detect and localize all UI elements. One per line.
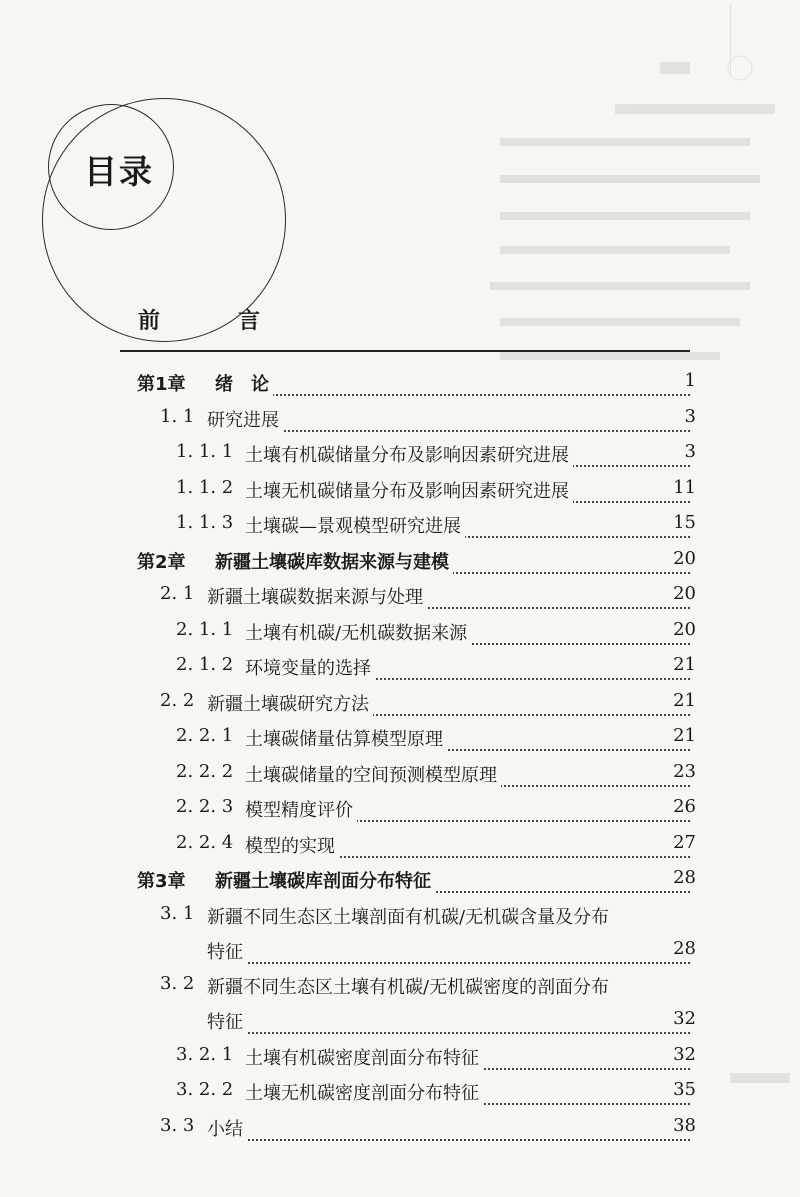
toc-entry[interactable] [0, 973, 800, 1005]
toc-entry-number: 3. 2. 2 [176, 1079, 234, 1100]
toc-entry-page: 15 [669, 512, 696, 533]
toc-entry-number: 第3章 [137, 871, 186, 892]
toc-entry-page: 26 [669, 796, 696, 817]
toc-entry-title: 研究进展 [207, 406, 283, 432]
toc-entry-page: 32 [669, 1044, 696, 1065]
toc-entry[interactable] [0, 903, 800, 935]
toc-entry-number: 第1章 [137, 374, 186, 395]
dot-leader [207, 1030, 690, 1034]
toc-entry-number: 第2章 [137, 551, 186, 573]
toc-entry-continuation[interactable] [0, 938, 800, 970]
toc-entry-number: 1. 1. 2 [176, 476, 234, 498]
toc-entry-title-continued: 特征 [207, 938, 247, 964]
toc-entry-title: 新疆不同生态区土壤有机碳/无机碳密度的剖面分布 [207, 973, 613, 999]
dot-leader [215, 392, 690, 396]
toc-entry-number: 2. 1. 1 [176, 618, 234, 640]
toc-entry-page: 20 [669, 583, 696, 604]
toc-entry[interactable] [0, 619, 800, 651]
toc-entry-number: 1. 1. 1 [176, 441, 234, 462]
toc-entry-page: 3 [681, 441, 696, 462]
toc-entry[interactable] [0, 477, 800, 509]
toc-entry-page: 38 [669, 1115, 696, 1136]
toc-preface: 前 言 [138, 309, 289, 334]
toc-entry-title: 土壤有机碳密度剖面分布特征 [245, 1044, 483, 1070]
dot-leader [207, 1137, 690, 1141]
toc-entry[interactable] [0, 725, 800, 757]
toc-entry-number: 2. 2. 1 [176, 725, 234, 746]
toc-entry-page: 27 [669, 832, 696, 853]
toc-entry[interactable] [0, 867, 800, 899]
toc-entry[interactable] [0, 548, 800, 580]
toc-entry-title-continued: 特征 [207, 1008, 247, 1034]
toc-entry[interactable] [0, 406, 800, 438]
dot-leader [207, 960, 690, 964]
toc-entry-title: 土壤碳储量估算模型原理 [245, 725, 447, 751]
toc-entry-page: 28 [669, 867, 696, 888]
toc-entry-number: 3. 2. 1 [176, 1043, 234, 1065]
toc-entry-title: 土壤碳—景观模型研究进展 [245, 512, 465, 538]
toc-entry-title: 土壤有机碳/无机碳数据来源 [245, 619, 471, 645]
toc-entry-title: 新疆土壤碳数据来源与处理 [207, 583, 427, 609]
toc-entry-number: 1. 1. 3 [176, 512, 234, 533]
toc-entry[interactable] [0, 370, 800, 402]
toc-entry-title: 模型精度评价 [245, 796, 357, 822]
page-title: 目录 [84, 152, 154, 191]
toc-entry-continuation[interactable] [0, 1008, 800, 1040]
toc-entry[interactable] [0, 654, 800, 686]
toc-entry-page: 1 [681, 370, 696, 391]
toc-entry-page: 21 [669, 725, 696, 746]
toc-entry-title: 土壤无机碳密度剖面分布特征 [245, 1079, 483, 1105]
toc-entry-title: 新疆土壤碳库剖面分布特征 [215, 867, 435, 893]
toc-entry[interactable] [0, 1044, 800, 1076]
toc-entry-title: 环境变量的选择 [245, 654, 375, 680]
toc-entry-title: 土壤碳储量的空间预测模型原理 [245, 761, 501, 787]
toc-entry-number: 3. 1 [160, 902, 195, 924]
toc-entry-page: 32 [669, 1008, 696, 1029]
toc-entry-number: 2. 2. 3 [176, 796, 234, 817]
toc-entry-number: 3. 2 [160, 973, 195, 994]
toc-entry-number: 2. 1 [160, 583, 195, 604]
toc-entry-title: 土壤有机碳储量分布及影响因素研究进展 [245, 441, 573, 467]
toc-entry-title: 土壤无机碳储量分布及影响因素研究进展 [245, 477, 573, 503]
toc-entry-title: 新疆不同生态区土壤剖面有机碳/无机碳含量及分布 [207, 903, 613, 929]
toc-entry-title: 模型的实现 [245, 832, 339, 858]
toc-entry-number: 2. 2 [160, 689, 195, 711]
toc-entry[interactable] [0, 1115, 800, 1147]
toc-entry[interactable] [0, 690, 800, 722]
divider [120, 350, 690, 352]
toc-entry-page: 28 [669, 938, 696, 959]
toc-entry-page: 35 [669, 1079, 696, 1100]
toc-entry-title: 新疆土壤碳库数据来源与建模 [215, 548, 453, 574]
toc-entry[interactable] [0, 761, 800, 793]
toc-entry-title: 小结 [207, 1115, 247, 1141]
toc-entry-page: 20 [669, 619, 696, 640]
toc-entry[interactable] [0, 512, 800, 544]
toc-entry[interactable] [0, 583, 800, 615]
toc-entry-number: 2. 1. 2 [176, 654, 234, 675]
toc-entry-page: 23 [669, 761, 696, 782]
toc-entry-title: 绪 论 [215, 370, 273, 396]
toc-entry[interactable] [0, 796, 800, 828]
toc-entry-page: 11 [669, 477, 696, 498]
toc-entry-title: 新疆土壤碳研究方法 [207, 690, 373, 716]
toc-entry-page: 21 [669, 654, 696, 675]
toc-entry-number: 2. 2. 2 [176, 760, 234, 782]
toc-entry-page: 20 [669, 548, 696, 569]
toc-entry[interactable] [0, 832, 800, 864]
toc-entry-number: 1. 1 [160, 405, 195, 427]
toc-entry-page: 21 [669, 690, 696, 711]
toc-entry[interactable] [0, 441, 800, 473]
toc-entry-number: 3. 3 [160, 1114, 195, 1136]
toc-entry-number: 2. 2. 4 [176, 831, 234, 853]
toc-entry-page: 3 [681, 406, 696, 427]
toc-entry[interactable] [0, 1079, 800, 1111]
